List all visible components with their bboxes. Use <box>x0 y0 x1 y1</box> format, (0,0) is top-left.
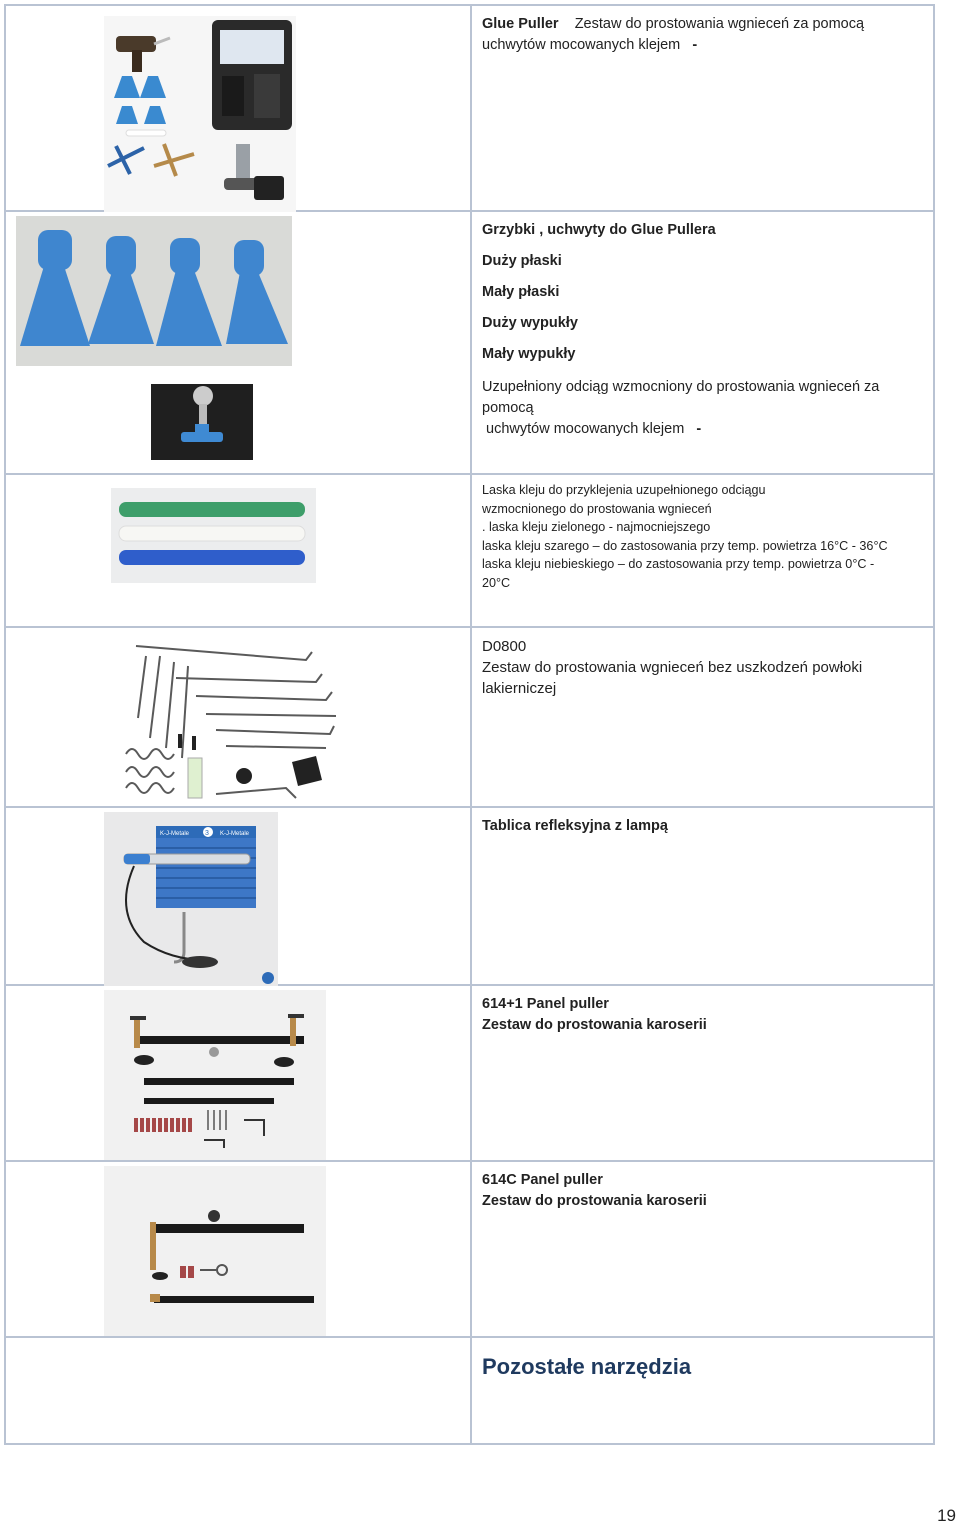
description-cell <box>472 475 933 626</box>
laska-line: . laska kleju zielonego - najmocniejszego <box>482 520 711 534</box>
laska-line: wzmocnionego do prostowania wgnieceń <box>482 501 712 516</box>
grzybki-extra-line2-row <box>482 419 923 440</box>
image-cell <box>6 475 472 626</box>
p614c-subtitle: Zestaw do prostowania karoserii <box>482 1193 707 1209</box>
glue-puller-heading <box>482 14 923 35</box>
glue-puller-desc-line1: Zestaw do prostowania wgnieceń za pomocą <box>574 16 865 32</box>
grzybki-item: Mały wypukły <box>482 346 576 362</box>
table-row-grzybki <box>6 212 933 475</box>
glue-sticks-image <box>111 488 316 583</box>
glue-puller-kit-image <box>104 16 296 212</box>
table-row-d0800 <box>6 628 933 808</box>
laska-line: laska kleju niebieskiego – do zastosowania przy temp. powietrza 0°C - <box>482 557 875 571</box>
description-cell <box>472 6 933 210</box>
p614-1-subtitle: Zestaw do prostowania karoserii <box>482 1017 707 1033</box>
grzybki-title: Grzybki , uchwyty do Glue Pullera <box>482 222 716 238</box>
description-cell <box>472 212 933 473</box>
description-cell <box>472 628 933 806</box>
reinforced-puller-image <box>151 384 253 460</box>
image-cell <box>6 808 472 984</box>
image-cell <box>6 628 472 806</box>
laska-line: 20°C <box>482 575 511 590</box>
p614-1-title: 614+1 Panel puller <box>482 996 609 1012</box>
grzybki-item: Duży wypukły <box>482 315 578 331</box>
table-row-tablica <box>6 808 933 986</box>
glue-puller-title: Glue Puller <box>482 16 559 32</box>
board-number: 3 <box>205 830 209 837</box>
table-row-614-1 <box>6 986 933 1162</box>
tablica-title: Tablica refleksyjna z lampą <box>482 818 668 834</box>
description-cell <box>472 1162 933 1336</box>
panel-puller-614-1-image <box>104 990 326 1160</box>
image-cell <box>6 986 472 1160</box>
table-row-glue-puller <box>6 6 933 212</box>
p614c-title: 614C Panel puller <box>482 1172 603 1188</box>
reflective-board-image <box>104 812 278 986</box>
grzybki-extra-line2: uchwytów mocowanych klejem <box>486 421 685 437</box>
grzybki-dash: - <box>696 421 702 437</box>
laska-line: laska kleju szarego – do zastosowania przy temp. powietrza 16°C - 36°C <box>482 538 888 553</box>
table-row-laska <box>6 475 933 628</box>
grzybki-item: Mały płaski <box>482 284 560 300</box>
description-cell <box>472 808 933 984</box>
glue-puller-desc-line2: uchwytów mocowanych klejem <box>482 37 681 53</box>
laska-line: Laska kleju do przyklejenia uzupełnionego odciągu <box>482 483 766 497</box>
pdr-rods-set-image <box>116 638 346 804</box>
glue-puller-desc-line2-row <box>482 35 923 56</box>
table-row-pozostale <box>6 1338 933 1443</box>
image-cell <box>6 1338 472 1443</box>
image-cell <box>6 212 472 473</box>
table-row-614c <box>6 1162 933 1338</box>
panel-puller-614c-image <box>104 1166 326 1336</box>
d0800-desc: Zestaw do prostowania wgnieceń bez uszkodzeń powłoki lakierniczej <box>482 659 863 697</box>
image-cell <box>6 1162 472 1336</box>
board-label-right: K-J-Metale <box>220 831 250 837</box>
grzybki-extra-line1: Uzupełniony odciąg wzmocniony do prostowania wgnieceń za pomocą <box>482 379 880 416</box>
pozostale-heading: Pozostałe narzędzia <box>482 1354 692 1379</box>
glue-puller-dash: - <box>692 37 698 53</box>
board-label-left: K-J-Metale <box>160 831 190 837</box>
description-cell <box>472 1338 933 1443</box>
grzybki-item: Duży płaski <box>482 253 562 269</box>
product-table <box>4 4 935 1445</box>
image-cell <box>6 6 472 210</box>
d0800-code: D0800 <box>482 638 527 655</box>
page-number: 19 <box>937 1506 956 1525</box>
pullers-tabs-image <box>16 216 292 366</box>
description-cell <box>472 986 933 1160</box>
